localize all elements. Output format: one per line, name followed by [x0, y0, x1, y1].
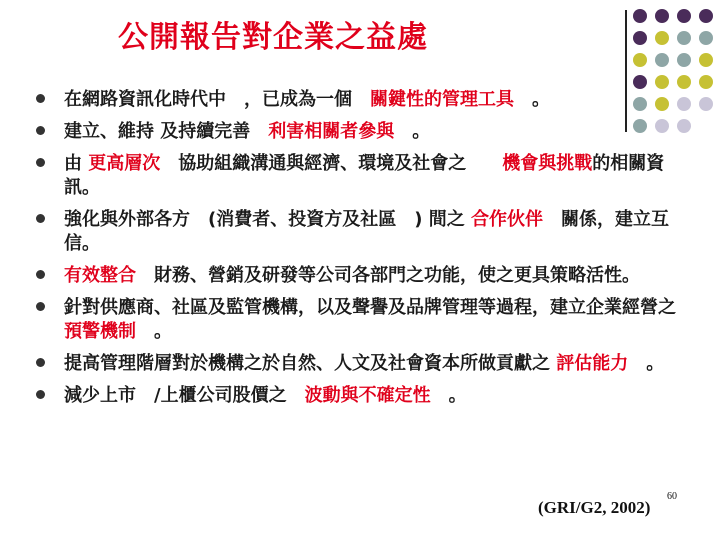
decorative-dot: [677, 75, 691, 89]
bullet-list: [36, 88, 694, 416]
highlighted-phrase: 波動與不確定性: [304, 385, 431, 406]
text-segment: 。: [628, 353, 665, 374]
highlighted-phrase: 關鍵性的管理工具: [370, 89, 514, 110]
decorative-dot: [699, 9, 713, 23]
bullet-dot-icon: [36, 390, 45, 399]
bullet-text: [64, 296, 694, 344]
text-segment: 提高管理階層對於機構之於自然、人文及社會資本所做貢獻之: [64, 353, 557, 374]
bullet-item: [36, 208, 676, 256]
highlighted-phrase: 利害相關者參與: [268, 121, 395, 142]
bullet-dot-icon: [36, 214, 45, 223]
highlighted-phrase: 更高層次: [88, 153, 161, 174]
text-segment: 的相關資訊。: [64, 153, 665, 198]
bullet-dot-icon: [36, 94, 45, 103]
text-segment: 關係，建立互信。: [64, 209, 669, 254]
decorative-dot: [677, 9, 691, 23]
text-segment: 針對供應商、社區及監管機構，以及聲譽及品牌管理等過程，建立企業經營之: [64, 297, 694, 318]
text-segment: 協助組織溝通與經濟、環境及社會之: [160, 153, 503, 174]
decorative-dot: [677, 119, 691, 133]
decorative-dot: [655, 53, 669, 67]
decorative-dot: [699, 53, 713, 67]
text-segment: 由: [64, 153, 89, 174]
decorative-dot: [633, 75, 647, 89]
bullet-dot-icon: [36, 358, 45, 367]
bullet-dot-icon: [36, 158, 45, 167]
slide-title: 公開報告對企業之益處: [118, 20, 428, 55]
decorative-dot: [699, 97, 713, 111]
highlighted-phrase: 有效整合: [64, 265, 136, 286]
highlighted-phrase: 預警機制: [64, 321, 136, 342]
citation: (GRI/G2, 2002): [538, 498, 651, 517]
text-segment: 。: [394, 121, 431, 142]
text-segment: 財務、營銷及研發等公司各部門之功能，使之更具策略活性。: [136, 265, 640, 286]
decorative-dot: [655, 75, 669, 89]
decorative-dot: [699, 31, 713, 45]
text-segment: 。: [430, 385, 467, 406]
decorative-dot: [699, 75, 713, 89]
bullet-text: [64, 152, 676, 200]
text-segment: 在網路資訊化時代中 ，已成為一個: [64, 89, 370, 110]
bullet-dot-icon: [36, 302, 45, 311]
bullet-text: [64, 208, 676, 256]
text-segment: 強化與外部各方 (消費者、投資方及社區 ) 間之: [64, 209, 471, 230]
decorative-dot: [633, 9, 647, 23]
bullet-item: [36, 120, 676, 144]
text-segment: 建立、維持 及持續完善: [64, 121, 269, 142]
decorative-dot: [655, 9, 669, 23]
highlighted-phrase: 機會與挑戰: [502, 153, 593, 174]
decorative-dot: [655, 31, 669, 45]
bullet-text: [64, 264, 676, 288]
bullet-text: [64, 88, 676, 112]
text-segment: 。: [514, 89, 550, 110]
bullet-text: [64, 352, 676, 376]
highlighted-phrase: 合作伙伴: [470, 209, 543, 230]
decorative-dot: [677, 31, 691, 45]
bullet-item: [36, 88, 676, 112]
bullet-item: [36, 384, 676, 408]
bullet-item: [36, 296, 694, 344]
decorative-dot: [633, 53, 647, 67]
bullet-dot-icon: [36, 270, 45, 279]
bullet-item: [36, 352, 676, 376]
page-number: 60: [667, 491, 677, 502]
bullet-text: [64, 120, 676, 144]
text-segment: 減少上市 /上櫃公司股價之: [64, 385, 305, 406]
decorative-dot: [677, 97, 691, 111]
bullet-item: [36, 264, 676, 288]
bullet-item: [36, 152, 676, 200]
bullet-text: [64, 384, 676, 408]
decorative-dot: [633, 31, 647, 45]
decorative-dot: [677, 53, 691, 67]
text-segment: 。: [136, 321, 172, 342]
bullet-dot-icon: [36, 126, 45, 135]
highlighted-phrase: 評估能力: [556, 353, 629, 374]
